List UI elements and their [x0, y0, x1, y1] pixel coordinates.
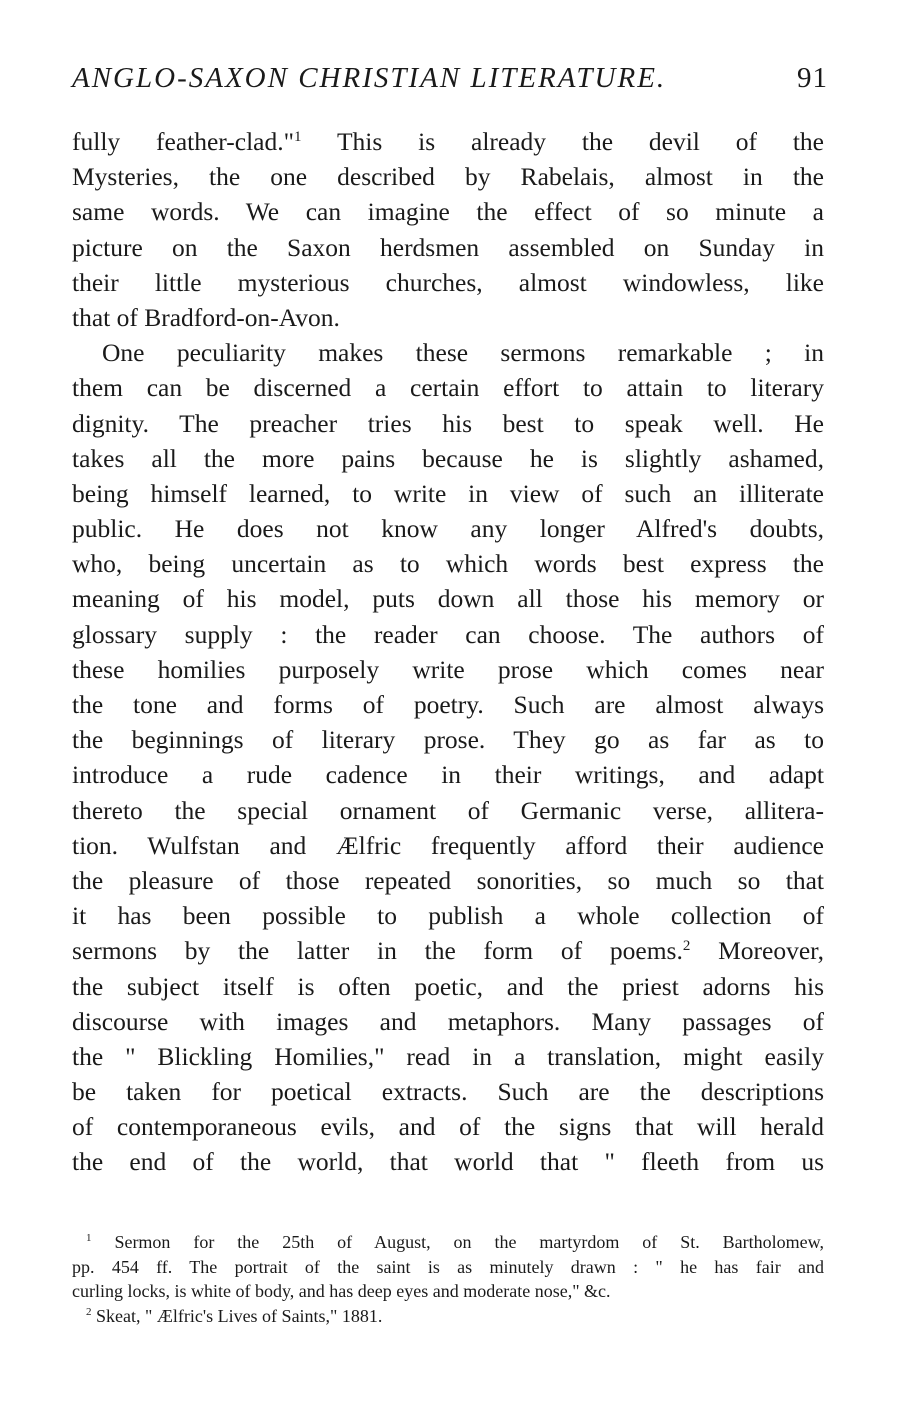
text-line: thereto the special ornament of Germanic verse, allitera-: [72, 795, 824, 825]
text-line: introduce a rude cadence in their writings, and adapt: [72, 760, 824, 790]
footnote-1: [72, 1230, 824, 1255]
text-line: dignity. The preacher tries his best to speak well. He: [72, 408, 824, 438]
footnote-ref-1: 1: [294, 129, 302, 145]
text-line: takes all the more pains because he is slightly ashamed,: [72, 443, 824, 473]
footnote-text: Skeat, " Ælfric's Lives of Saints," 1881.: [96, 1305, 383, 1326]
text-line: these homilies purposely write prose which comes near: [72, 654, 824, 684]
text-line: [72, 124, 824, 159]
text-line: them can be discerned a certain effort to attain to literary: [72, 373, 824, 403]
text-line: be taken for poetical extracts. Such are the descriptions: [72, 1077, 824, 1107]
text-line: same words. We can imagine the effect of so minute a: [72, 197, 824, 227]
footnotes: [72, 1230, 824, 1328]
text-line: the beginnings of literary prose. They go as far as to: [72, 725, 824, 755]
text-line: meaning of his model, puts down all those his memory or: [72, 584, 824, 614]
footnote-mark: 1: [86, 1232, 92, 1244]
text-line: who, being uncertain as to which words best express the: [72, 549, 824, 579]
text-line: the subject itself is often poetic, and the priest adorns his: [72, 971, 824, 1001]
footnote-2: [72, 1304, 824, 1329]
page-number: 91: [797, 62, 828, 94]
text-line: being himself learned, to write in view of such an illiterate: [72, 478, 824, 508]
text-line: discourse with images and metaphors. Many passages of: [72, 1006, 824, 1036]
footnote-ref-2: 2: [682, 938, 691, 955]
footnote-text: Sermon for the 25th of August, on the martyrdom of St. Bartholomew,: [114, 1232, 824, 1252]
footnote-text-line: pp. 454 ff. The portrait of the saint is as minutely drawn : " he has fair and: [72, 1256, 824, 1277]
text-line: it has been possible to publish a whole collection of: [72, 901, 824, 931]
footnote-text-line: curling locks, is white of body, and has deep eyes and moderate nose," &c.: [72, 1281, 611, 1301]
text-line: glossary supply : the reader can choose. The authors of: [72, 619, 824, 649]
text-fragment: This is already the devil of the: [336, 127, 824, 156]
text-line: their little mysterious churches, almost windowless, like: [72, 267, 824, 297]
text-line: the pleasure of those repeated sonorities, so much so that: [72, 865, 824, 895]
text-line: One peculiarity makes these sermons remarkable ; in: [102, 338, 824, 368]
text-line: [72, 933, 824, 968]
footnote-mark: 2: [86, 1305, 92, 1318]
text-line: the end of the world, that world that " fleeth from us: [72, 1147, 824, 1177]
text-line: picture on the Saxon herdsmen assembled on Sunday in: [72, 232, 824, 262]
text-fragment: fully feather-clad.": [72, 127, 295, 156]
text-line: of contemporaneous evils, and of the signs that will herald: [72, 1112, 824, 1142]
text-line: Mysteries, the one described by Rabelais, almost in the: [72, 162, 824, 192]
body-text: [72, 124, 824, 1180]
text-line: the " Blickling Homilies," read in a translation, might easily: [72, 1041, 824, 1071]
text-fragment: Moreover,: [718, 936, 825, 966]
text-fragment: sermons by the latter in the form of poems.: [72, 936, 683, 966]
running-head: [72, 62, 828, 95]
text-line: the tone and forms of poetry. Such are almost always: [72, 690, 824, 719]
text-line: tion. Wulfstan and Ælfric frequently afford their audience: [72, 830, 824, 860]
running-head-title: ANGLO-SAXON CHRISTIAN LITERATURE.: [72, 62, 667, 94]
text-line: public. He does not know any longer Alfred's doubts,: [72, 514, 824, 544]
text-line: that of Bradford-on-Avon.: [72, 302, 340, 332]
